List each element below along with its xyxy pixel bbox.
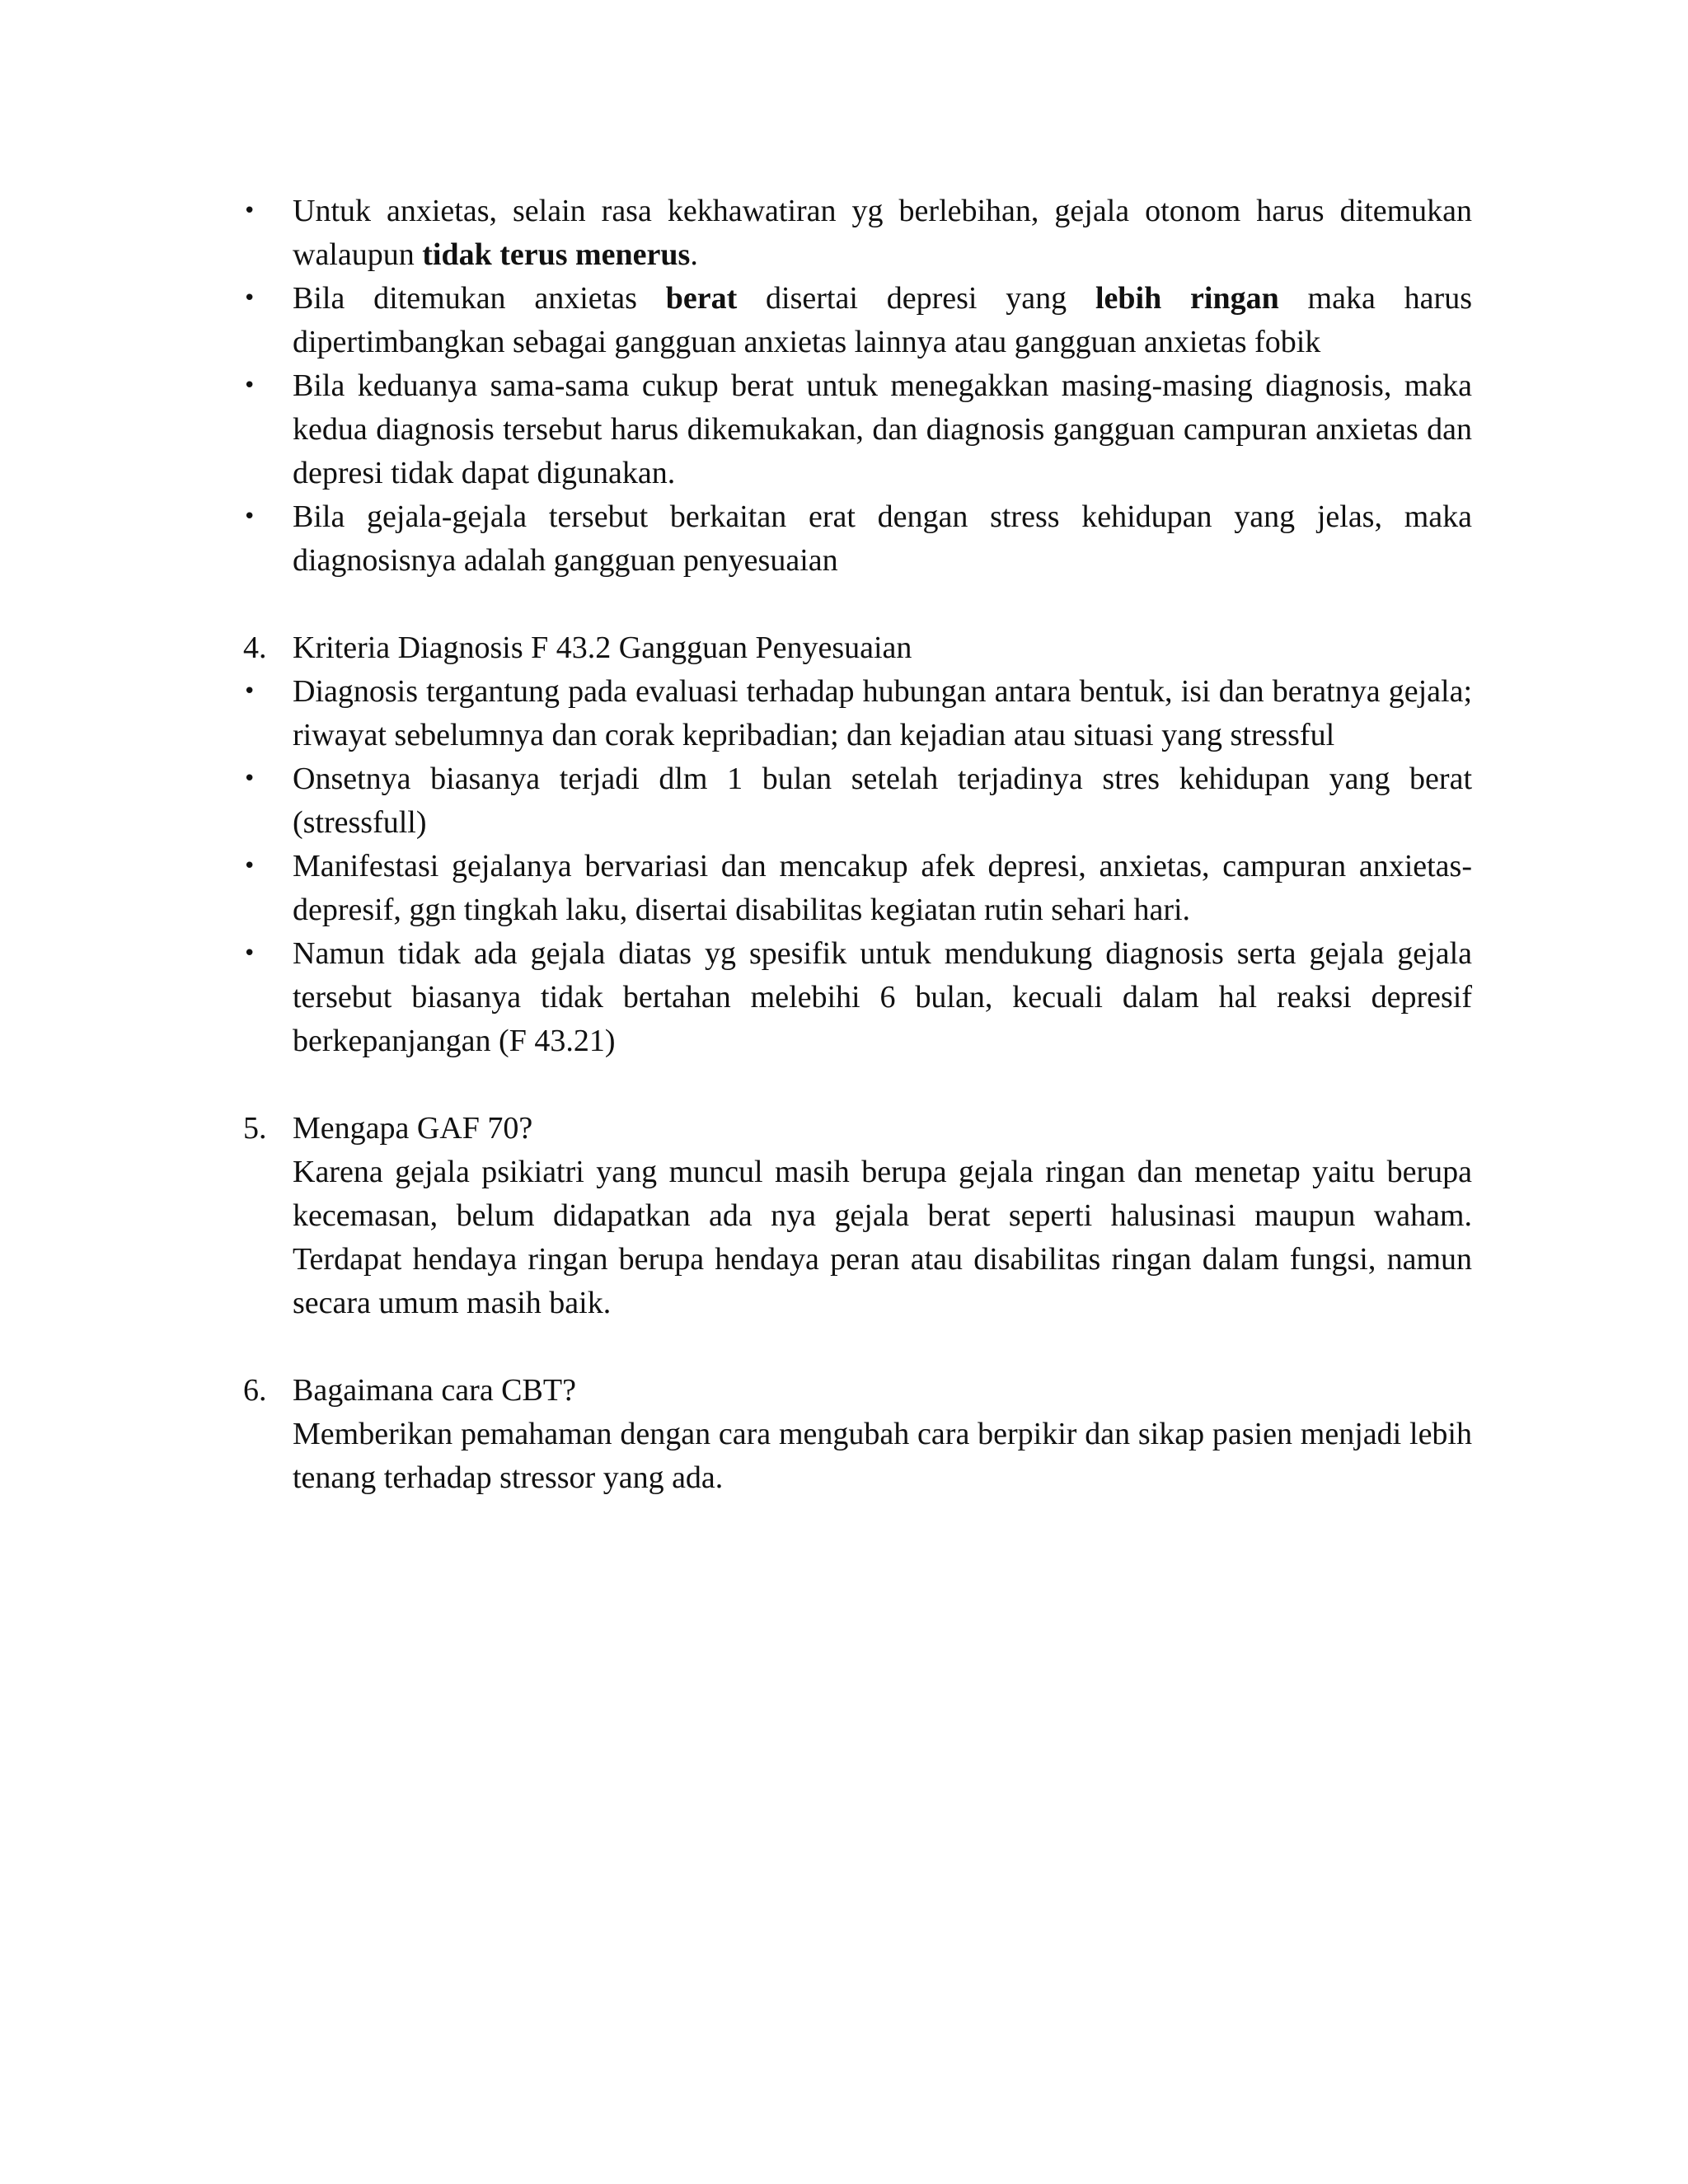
section-heading — [243, 1369, 1472, 1413]
bullet-item — [243, 364, 1472, 495]
bullet-icon: • — [243, 766, 256, 791]
section-5 — [243, 1107, 1472, 1325]
spacer — [293, 1063, 1472, 1107]
section-number: 5. — [243, 1111, 267, 1146]
section-heading — [243, 626, 1472, 670]
bullet-text: Onsetnya biasanya terjadi dlm 1 bulan setelah terjadinya stres kehidupan yang berat (stressfull) — [293, 762, 1472, 840]
section-title: Bagaimana cara CBT? — [293, 1373, 576, 1408]
bullet-text: Bila keduanya sama-sama cukup berat untuk menegakkan masing-masing diagnosis, maka kedua diagnosis tersebut harus dikemukakan, dan diagnosis gangguan campuran anxietas dan depresi tidak dapat digunakan. — [293, 368, 1472, 490]
bullet-icon: • — [243, 199, 256, 223]
bullet-text: Untuk anxietas, selain rasa kekhawatiran yg berlebihan, gejala otonom harus ditemukan walaupun tidak terus menerus. — [293, 194, 1472, 272]
section-anxietas-criteria — [243, 190, 1472, 583]
section-body: Karena gejala psikiatri yang muncul masih berupa gejala ringan dan menetap yaitu berupa kecemasan, belum didapatkan ada nya gejala berat seperti halusinasi maupun waham. Terdapat hendaya ringan berupa hendaya peran atau disabilitas ringan dalam fungsi, namun secara umum masih baik. — [293, 1155, 1472, 1320]
bullet-list-section-4 — [243, 670, 1472, 1063]
section-body: Memberikan pemahaman dengan cara mengubah cara berpikir dan sikap pasien menjadi lebih tenang terhadap stressor yang ada. — [293, 1417, 1472, 1495]
bullet-item — [243, 757, 1472, 845]
section-4 — [243, 626, 1472, 1063]
bullet-list-top — [243, 190, 1472, 583]
bullet-item — [243, 495, 1472, 583]
bullet-item — [243, 670, 1472, 757]
section-title: Mengapa GAF 70? — [293, 1111, 533, 1146]
bullet-icon: • — [243, 504, 256, 529]
bold-text: tidak terus menerus — [422, 237, 691, 272]
bold-text: lebih ringan — [1095, 281, 1279, 316]
bullet-icon: • — [243, 373, 256, 398]
spacer — [293, 1325, 1472, 1369]
bullet-icon: • — [243, 941, 256, 966]
section-number: 6. — [243, 1373, 267, 1408]
bullet-icon: • — [243, 679, 256, 704]
bullet-text: Namun tidak ada gejala diatas yg spesifik untuk mendukung diagnosis serta gejala gejala tersebut biasanya tidak bertahan melebihi 6 bulan, kecuali dalam hal reaksi depresif berkepanjangan (F 43.21) — [293, 936, 1472, 1058]
bullet-item — [243, 277, 1472, 364]
bold-text: berat — [665, 281, 738, 316]
bullet-item — [243, 190, 1472, 277]
spacer — [293, 583, 1472, 626]
bullet-text: Diagnosis tergantung pada evaluasi terhadap hubungan antara bentuk, isi dan beratnya gejala; riwayat sebelumnya dan corak kepribadian; dan kejadian atau situasi yang stressful — [293, 674, 1472, 752]
section-title: Kriteria Diagnosis F 43.2 Gangguan Penyesuaian — [293, 630, 912, 665]
section-6 — [243, 1369, 1472, 1500]
bullet-icon: • — [243, 286, 256, 311]
section-heading — [243, 1107, 1472, 1151]
bullet-item — [243, 932, 1472, 1063]
bullet-text: Bila ditemukan anxietas berat disertai depresi yang lebih ringan maka harus dipertimbangkan sebagai gangguan anxietas lainnya atau gangguan anxietas fobik — [293, 281, 1472, 359]
section-number: 4. — [243, 630, 267, 665]
bullet-icon: • — [243, 854, 256, 879]
bullet-text: Manifestasi gejalanya bervariasi dan mencakup afek depresi, anxietas, campuran anxietas-depresif, ggn tingkah laku, disertai disabilitas kegiatan rutin sehari hari. — [293, 849, 1472, 927]
bullet-text: Bila gejala-gejala tersebut berkaitan erat dengan stress kehidupan yang jelas, maka diagnosisnya adalah gangguan penyesuaian — [293, 499, 1472, 578]
bullet-item — [243, 845, 1472, 932]
